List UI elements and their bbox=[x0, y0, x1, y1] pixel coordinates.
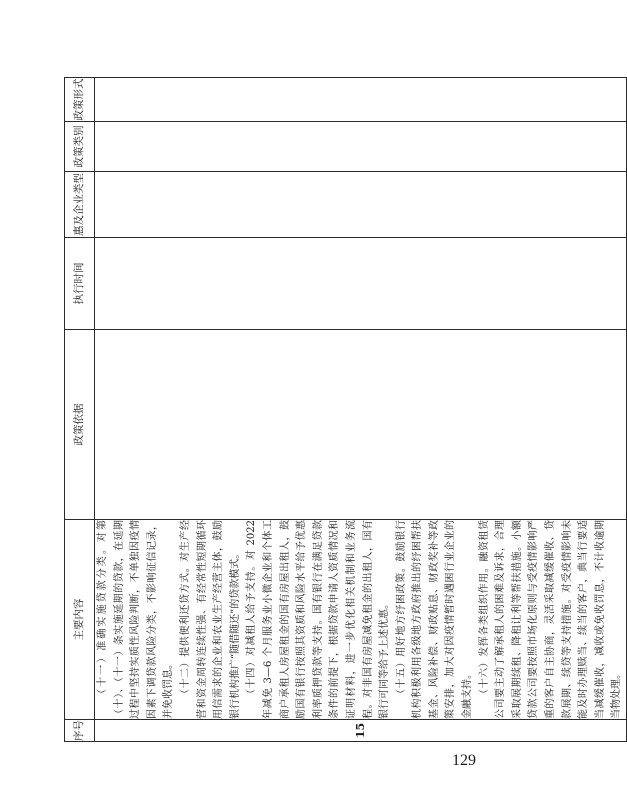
content-cell bbox=[95, 520, 627, 720]
content-paragraph: （十五）用好地方纾困政策。鼓励银行机构积极利用各级地方政府推出的纾困帮扶基金、风险补偿、财政贴息、财政奖补等政策安排，加大对因疫情暂时遇困行业企业的金融支持。 bbox=[395, 520, 474, 719]
time-cell bbox=[95, 238, 627, 330]
form-cell bbox=[95, 78, 627, 122]
content-paragraph: （十二）提供便利还贷方式。对生产经营和资金周转连续性强、有经常性短期循环用信需求的企业和农业生产经营主体，鼓励银行机构推广“随借随还”的贷款模式。 bbox=[179, 520, 241, 719]
row-number: 15 bbox=[95, 720, 627, 742]
header-content: 主要内容 bbox=[65, 520, 95, 720]
content-paragraphs bbox=[95, 520, 626, 719]
header-seq: 序号 bbox=[65, 720, 95, 742]
content-paragraph: （十一）准确实施贷款分类。对第（十）、（十一）条实施延期的贷款，在延期过程中坚持实质性风险判断，不单独因疫情因素下调贷款风险分类，不影响征信记录，并免收罚息。 bbox=[97, 520, 175, 719]
category-cell bbox=[95, 122, 627, 172]
rotated-table-area bbox=[64, 78, 623, 742]
header-category: 政策类别 bbox=[65, 122, 95, 172]
beneficiary-cell bbox=[95, 172, 627, 238]
header-beneficiary: 惠及企业类型 bbox=[65, 172, 95, 238]
content-paragraph: （十四）对减租人给予支持。对 2022 年减免 3—6 个月服务业小微企业和个体工商户承租人房屋租金的国有房屋出租人，鼓励国有银行按照其资质和风险水平给予优惠利率质押贷款等支持。国有银行在满足贷款条件的前提下，根据贷款申请人资质情况和证明材料，进一步优化相关机制和业务流程。对非国有房屋减免租金的出租人，国有银行可同等给予上述优惠。 bbox=[246, 520, 391, 719]
basis-cell bbox=[95, 330, 627, 520]
page-number: 129 bbox=[452, 752, 476, 769]
header-form: 政策形式 bbox=[65, 78, 95, 122]
content-paragraph: （十六）发挥各类组织作用。融资租赁公司要主动了解承租人的困难及诉求，合理采取展期续租、降租让利等帮扶措施。小额贷款公司要按照市场化原则与受疫情影响严重的客户自主协商，灵活采取减缓催收、贷款展期、续贷等支持措施。对受疫情影响未能及时办理赎当、续当的客户，典当行要适当减缓催收，减收或免收罚息，不计收逾期当物处理。 bbox=[478, 520, 623, 719]
policy-table bbox=[64, 77, 627, 742]
header-basis: 政策依据 bbox=[65, 330, 95, 520]
header-time: 执行时间 bbox=[65, 238, 95, 330]
